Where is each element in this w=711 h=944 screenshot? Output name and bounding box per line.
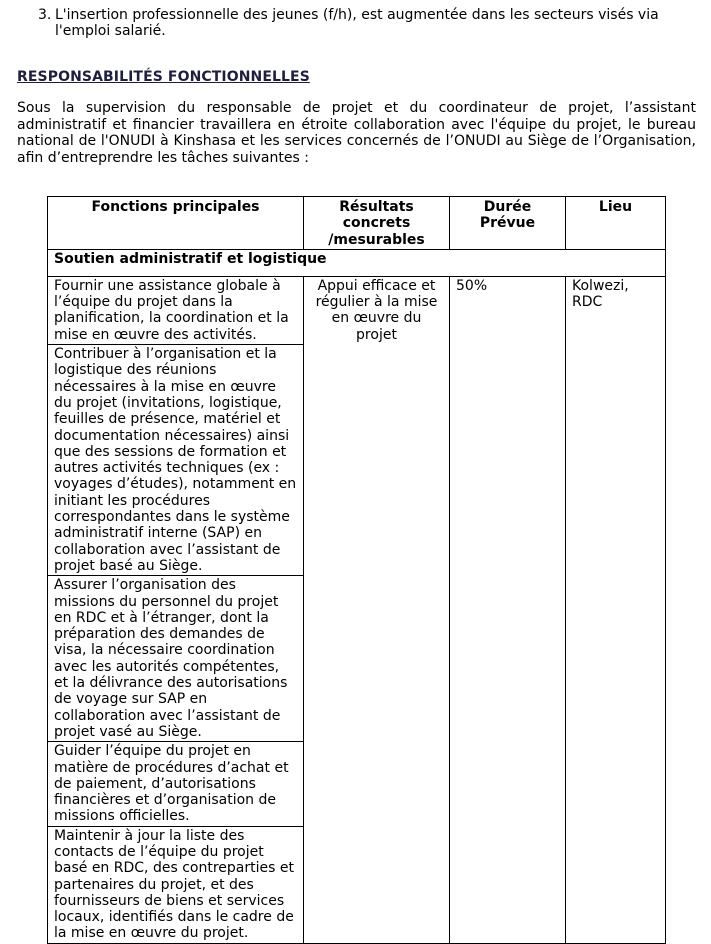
section-label: Soutien administratif et logistique <box>48 249 666 276</box>
section-heading: RESPONSABILITÉS FONCTIONNELLES <box>17 69 310 85</box>
table-header-row <box>48 197 666 250</box>
header-results: Résultats concrets /mesurables <box>304 197 450 250</box>
responsibilities-table <box>47 196 666 944</box>
table-section-row <box>48 249 666 276</box>
header-duration: Durée Prévue <box>450 197 566 250</box>
task-cell: Guider l’équipe du projet en matière de procédures d’achat et de paiement, d’autorisations financières et d’organisation de missions officielles. <box>48 742 304 826</box>
task-cell: Contribuer à l’organisation et la logistique des réunions nécessaires à la mise en œuvre du projet (invitations, logistique, feuilles de présence, matériel et documentation nécessaires) ainsi que des sessions de formation et autres activités techniques (ex : voyages d’études), notamment en initiant les procédures correspondantes dans le système administratif interne (SAP) en collaboration avec l’assistant de projet basé au Siège. <box>48 345 304 576</box>
results-cell: Appui efficace et régulier à la mise en œuvre du projet <box>304 276 450 344</box>
location-cell: Kolwezi, RDC <box>566 276 666 344</box>
header-location: Lieu <box>566 197 666 250</box>
list-text: L'insertion professionnelle des jeunes (f/h), est augmentée dans les secteurs visés via l'emploi salarié. <box>55 7 659 39</box>
table-row <box>48 345 666 576</box>
table-row <box>48 742 666 826</box>
table-row <box>48 826 666 943</box>
duration-cell: 50% <box>450 276 566 344</box>
task-cell: Assurer l’organisation des missions du personnel du projet en RDC et à l’étranger, dont la préparation des demandes de visa, la nécessaire coordination avec les autorités compétentes, et la délivrance des autorisations de voyage sur SAP en collaboration avec l’assistant de projet vasé au Siège. <box>48 576 304 742</box>
table-row <box>48 576 666 742</box>
intro-paragraph: Sous la supervision du responsable de projet et du coordinateur de projet, l’assistant administratif et financier travaillera en étroite collaboration avec l'équipe du projet, le bureau national de l'ONUDI à Kinshasa et les services concernés de l’ONUDI au Siège de l’Organisation, afin d’entreprendre les tâches suivantes : <box>17 100 696 166</box>
list-item-3 <box>38 7 698 39</box>
list-number: 3. <box>38 7 52 23</box>
table-row <box>48 276 666 344</box>
task-cell: Fournir une assistance globale à l’équipe du projet dans la planification, la coordination et la mise en œuvre des activités. <box>48 276 304 344</box>
header-functions: Fonctions principales <box>48 197 304 250</box>
task-cell: Maintenir à jour la liste des contacts de l’équipe du projet basé en RDC, des contreparties et partenaires du projet, et des fournisseurs de biens et services locaux, identifiés dans le cadre de la mise en œuvre du projet. <box>48 826 304 943</box>
